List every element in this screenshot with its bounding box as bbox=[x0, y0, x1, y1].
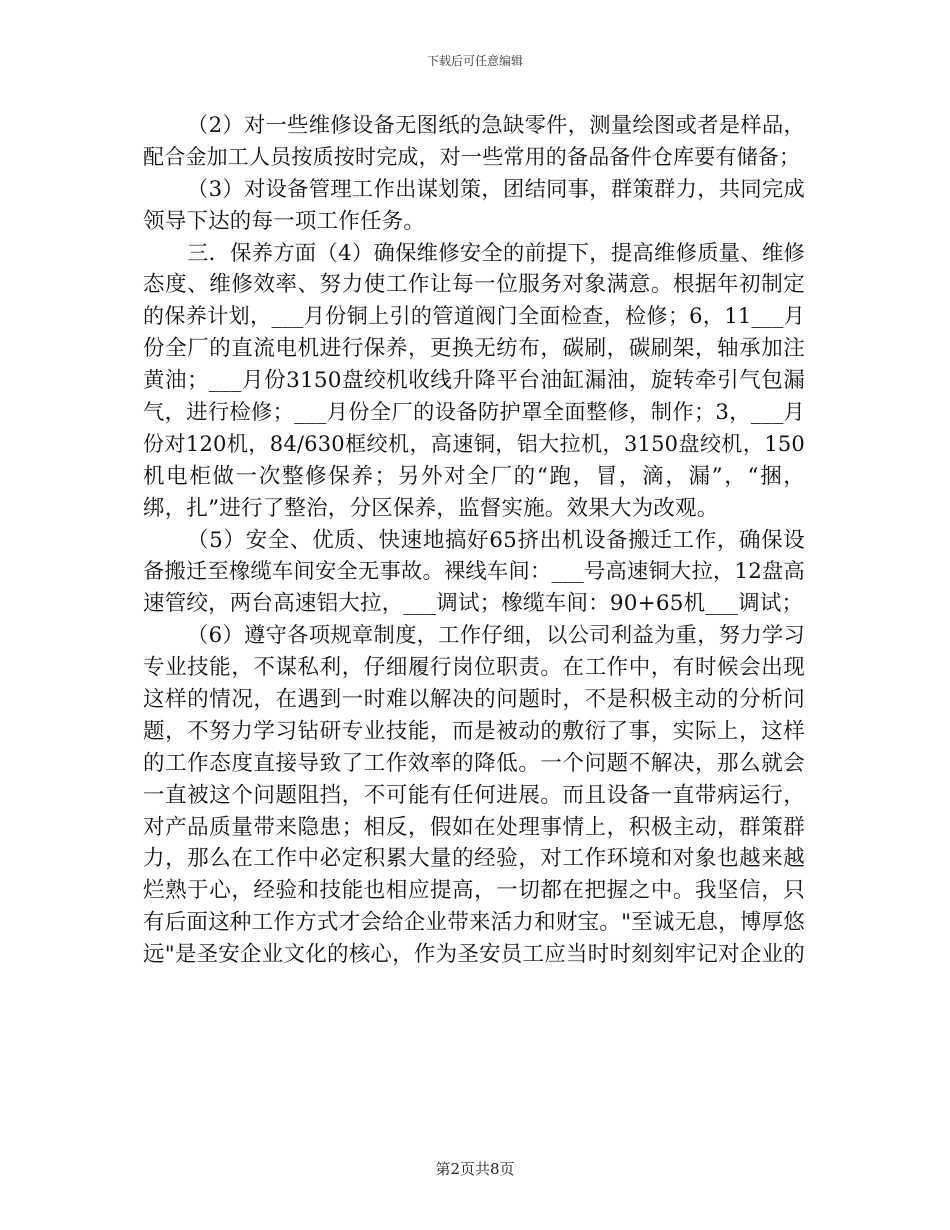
text-line: 对产品质量带来隐患；相反，假如在处理事情上，积极主动，群策群 bbox=[143, 814, 805, 840]
text-line: （5）安全、优质、快速地搞好65挤出机设备搬迁工作，确保设 bbox=[187, 527, 805, 553]
text-line: 力，那么在工作中必定积累大量的经验，对工作环境和对象也越来越 bbox=[143, 846, 805, 872]
text-line: 气，进行检修；___月份全厂的设备防护罩全面整修，制作；3，___月 bbox=[143, 400, 805, 426]
text-line: 的工作态度直接导致了工作效率的降低。一个问题不解决，那么就会 bbox=[143, 750, 805, 776]
text-line: 有后面这种工作方式才会给企业带来活力和财宝。"至诚无息，博厚悠 bbox=[143, 910, 805, 936]
text-line: （6）遵守各项规章制度，工作仔细，以公司利益为重，努力学习 bbox=[187, 623, 805, 649]
text-line: 烂熟于心，经验和技能也相应提高，一切都在把握之中。我坚信，只 bbox=[143, 878, 805, 904]
page-header: 下载后可任意编辑 bbox=[426, 54, 523, 68]
document-body bbox=[143, 110, 805, 971]
text-line: 黄油；___月份3150盘绞机收线升降平台油缸漏油，旋转牵引气包漏 bbox=[143, 368, 805, 394]
text-line: 三．保养方面（4）确保维修安全的前提下，提高维修质量、维修 bbox=[187, 240, 805, 266]
text-line: 专业技能，不谋私利，仔细履行岗位职责。在工作中，有时候会出现 bbox=[143, 655, 805, 681]
text-line: 备搬迁至橡缆车间安全无事故。裸线车间：___号高速铜大拉，12盘高 bbox=[143, 559, 805, 585]
text-line: 远"是圣安企业文化的核心，作为圣安员工应当时时刻刻牢记对企业的 bbox=[143, 942, 805, 968]
text-line: 态度、维修效率、努力使工作让每一位服务对象满意。根据年初制定 bbox=[143, 272, 805, 298]
text-line: 份对120机，84/630框绞机，高速铜，铝大拉机，3150盘绞机，150 bbox=[143, 431, 805, 456]
text-line: 领导下达的每一项工作任务。 bbox=[143, 208, 426, 234]
page-number: 第2页共8页 bbox=[435, 1160, 515, 1178]
text-line: 配合金加工人员按质按时完成，对一些常用的备品备件仓库要有储备； bbox=[143, 144, 801, 169]
text-line: 机电柜做一次整修保养；另外对全厂的“跑，冒，滴，漏”，“捆， bbox=[143, 463, 805, 489]
text-line: 这样的情况，在遇到一时难以解决的问题时，不是积极主动的分析问 bbox=[143, 687, 805, 713]
text-line: 的保养计划，___月份铜上引的管道阀门全面检查，检修；6，11___月 bbox=[143, 304, 805, 329]
text-line: 速管绞，两台高速铝大拉，___调试；橡缆车间：90+65机___调试； bbox=[143, 591, 804, 617]
text-line: 绑，扎”进行了整治，分区保养，监督实施。效果大为改观。 bbox=[143, 495, 719, 521]
text-line: 题，不努力学习钻研专业技能，而是被动的敷衍了事，实际上，这样 bbox=[143, 718, 805, 744]
text-line: 一直被这个问题阻挡，不可能有任何进展。而且设备一直带病运行， bbox=[143, 782, 805, 808]
text-line: （2）对一些维修设备无图纸的急缺零件，测量绘图或者是样品， bbox=[187, 113, 805, 138]
text-line: （3）对设备管理工作出谋划策，团结同事，群策群力，共同完成 bbox=[187, 176, 805, 202]
text-line: 份全厂的直流电机进行保养，更换无纺布，碳刷，碳刷架，轴承加注 bbox=[143, 336, 805, 362]
